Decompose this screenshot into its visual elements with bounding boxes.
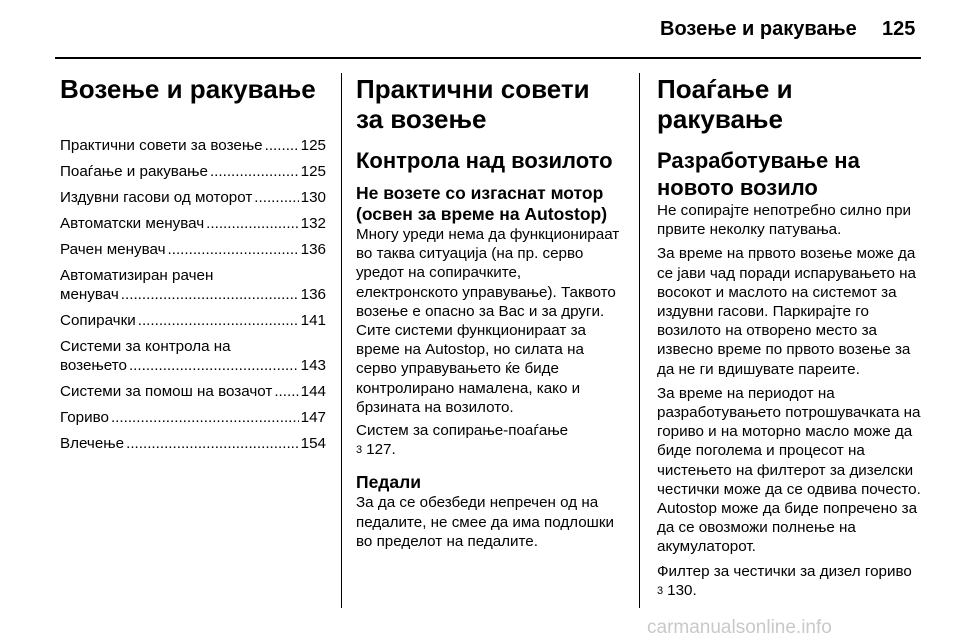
column-divider-1 xyxy=(341,73,342,608)
toc-entry-row xyxy=(60,434,326,453)
table-of-contents xyxy=(60,136,326,453)
engine-off-text: Многу уреди нема да функционираат во таква ситуација (на пр. серво уредот на сопирачките, електронското управување). Таквото возење е опасно за Вас и за други. Сите системи функционираат за време на Autostop, но силата на серво управувањето ќе биде контролирано намалена, како и брзината на возилото. xyxy=(356,226,620,416)
toc-entry[interactable] xyxy=(60,188,326,207)
toc-entry-label: менувач xyxy=(60,286,119,303)
toc-entry-label: Гориво xyxy=(60,409,109,426)
page-number: 125 xyxy=(882,18,916,40)
page-reference-icon: 3 xyxy=(356,444,363,457)
diesel-filter-reference[interactable] xyxy=(657,562,925,601)
toc-entry-label: Системи за помош на возачот xyxy=(60,383,273,400)
toc-entry-label: Издувни гасови од моторот xyxy=(60,189,253,206)
chapter-toc-column xyxy=(60,74,326,460)
toc-entry-page: 154 xyxy=(300,435,326,452)
pedals-text: За да се обезбеди непречен од на педалите, не смее да има подлошки во пределот на педалите. xyxy=(356,494,614,550)
toc-entry-page: 132 xyxy=(300,215,326,232)
toc-leader-dots xyxy=(126,434,299,453)
section-subtitle: Контрола над возилото xyxy=(356,148,613,173)
toc-entry-row xyxy=(60,136,326,155)
toc-entry[interactable] xyxy=(60,311,326,330)
toc-entry[interactable] xyxy=(60,162,326,181)
toc-leader-dots xyxy=(121,285,299,304)
toc-entry-row xyxy=(60,214,326,233)
toc-entry-page: 136 xyxy=(300,241,326,258)
toc-entry-row xyxy=(60,311,326,330)
toc-leader-dots xyxy=(206,214,298,233)
toc-entry-row xyxy=(60,382,326,401)
toc-entry-label-line: Системи за контрола на xyxy=(60,338,231,355)
section-title: Поаѓање и ракување xyxy=(657,74,793,134)
header-title: Возење и ракување xyxy=(660,18,857,40)
toc-entry-page: 147 xyxy=(300,409,326,426)
toc-entry[interactable] xyxy=(60,240,326,259)
paragraph-braking: Не сопирајте непотребно силно при првите неколку патувања. xyxy=(657,202,912,239)
toc-entry-row xyxy=(60,408,326,427)
toc-entry[interactable] xyxy=(60,136,326,155)
toc-entry-page: 144 xyxy=(300,383,326,400)
toc-leader-dots xyxy=(168,240,299,259)
toc-entry-label: Поаѓање и ракување xyxy=(60,163,208,180)
reference-page: 127. xyxy=(366,441,396,459)
toc-entry-label: Автоматски менувач xyxy=(60,215,205,232)
paragraph-smoke: За време на првото возење може да се јави чад поради испарувањето на восокот и маслото на системот за издувни гасови. Паркирајте го возилото на отворено место за извесно време по првото возење за да не ги вдишувате пареите. xyxy=(657,245,916,378)
watermark: carmanualsonline.info xyxy=(647,617,832,638)
toc-entry-label: возењето xyxy=(60,357,127,374)
toc-entry[interactable] xyxy=(60,382,326,401)
toc-leader-dots xyxy=(265,136,299,155)
chapter-title: Возење и ракување xyxy=(60,74,316,104)
toc-entry-label: Практични совети за возење xyxy=(60,137,263,154)
toc-leader-dots xyxy=(210,162,299,181)
toc-entry-label: Сопирачки xyxy=(60,312,136,329)
section-subtitle: Разработување на новото возило xyxy=(657,148,860,200)
toc-entry[interactable] xyxy=(60,214,326,233)
toc-entry-page: 125 xyxy=(300,163,326,180)
toc-entry-page: 136 xyxy=(300,286,326,303)
toc-entry[interactable] xyxy=(60,266,326,304)
column-divider-2 xyxy=(639,73,640,608)
toc-leader-dots xyxy=(254,188,298,207)
toc-leader-dots xyxy=(111,408,299,427)
reference-text: Филтер за честички за дизел гориво xyxy=(657,562,912,580)
toc-leader-dots xyxy=(138,311,299,330)
reference-page: 130. xyxy=(667,581,697,599)
starting-operating-column xyxy=(657,74,925,601)
toc-leader-dots xyxy=(129,356,299,375)
toc-entry-row xyxy=(60,240,326,259)
toc-entry-row xyxy=(60,188,326,207)
reference-text: Систем за сопирање-поаѓање xyxy=(356,422,569,440)
page-header xyxy=(0,0,960,58)
toc-entry-row xyxy=(60,285,326,304)
driving-tips-column xyxy=(356,74,622,551)
toc-leader-dots xyxy=(274,382,298,401)
toc-entry-page: 141 xyxy=(300,312,326,329)
toc-entry-label: Рачен менувач xyxy=(60,241,166,258)
page-reference-icon: 3 xyxy=(657,584,664,597)
toc-entry[interactable] xyxy=(60,434,326,453)
toc-entry-row xyxy=(60,356,326,375)
toc-entry[interactable] xyxy=(60,337,326,375)
toc-entry-page: 125 xyxy=(300,137,326,154)
stop-start-reference[interactable] xyxy=(356,421,622,460)
toc-entry-page: 143 xyxy=(300,357,326,374)
pedals-heading: Педали xyxy=(356,472,422,493)
section-title: Практични совети за возење xyxy=(356,74,590,134)
toc-entry-page: 130 xyxy=(300,189,326,206)
toc-entry-label-line: Автоматизиран рачен xyxy=(60,267,214,284)
paragraph-running-in: За време на периодот на разработувањето потрошувачката на гориво и на моторно масло може да биде поголема и процесот на чистењето на филтерот за дизелски честички може да се одвива почесто. Autostop може да биде попречено за да се овозможи полнење на акумулаторот. xyxy=(657,384,921,556)
toc-entry-label: Влечење xyxy=(60,435,125,452)
toc-entry[interactable] xyxy=(60,408,326,427)
engine-off-heading: Не возете со изгаснат мотор (освен за време на Autostop) xyxy=(356,183,608,224)
toc-entry-row xyxy=(60,162,326,181)
header-divider xyxy=(55,57,921,59)
